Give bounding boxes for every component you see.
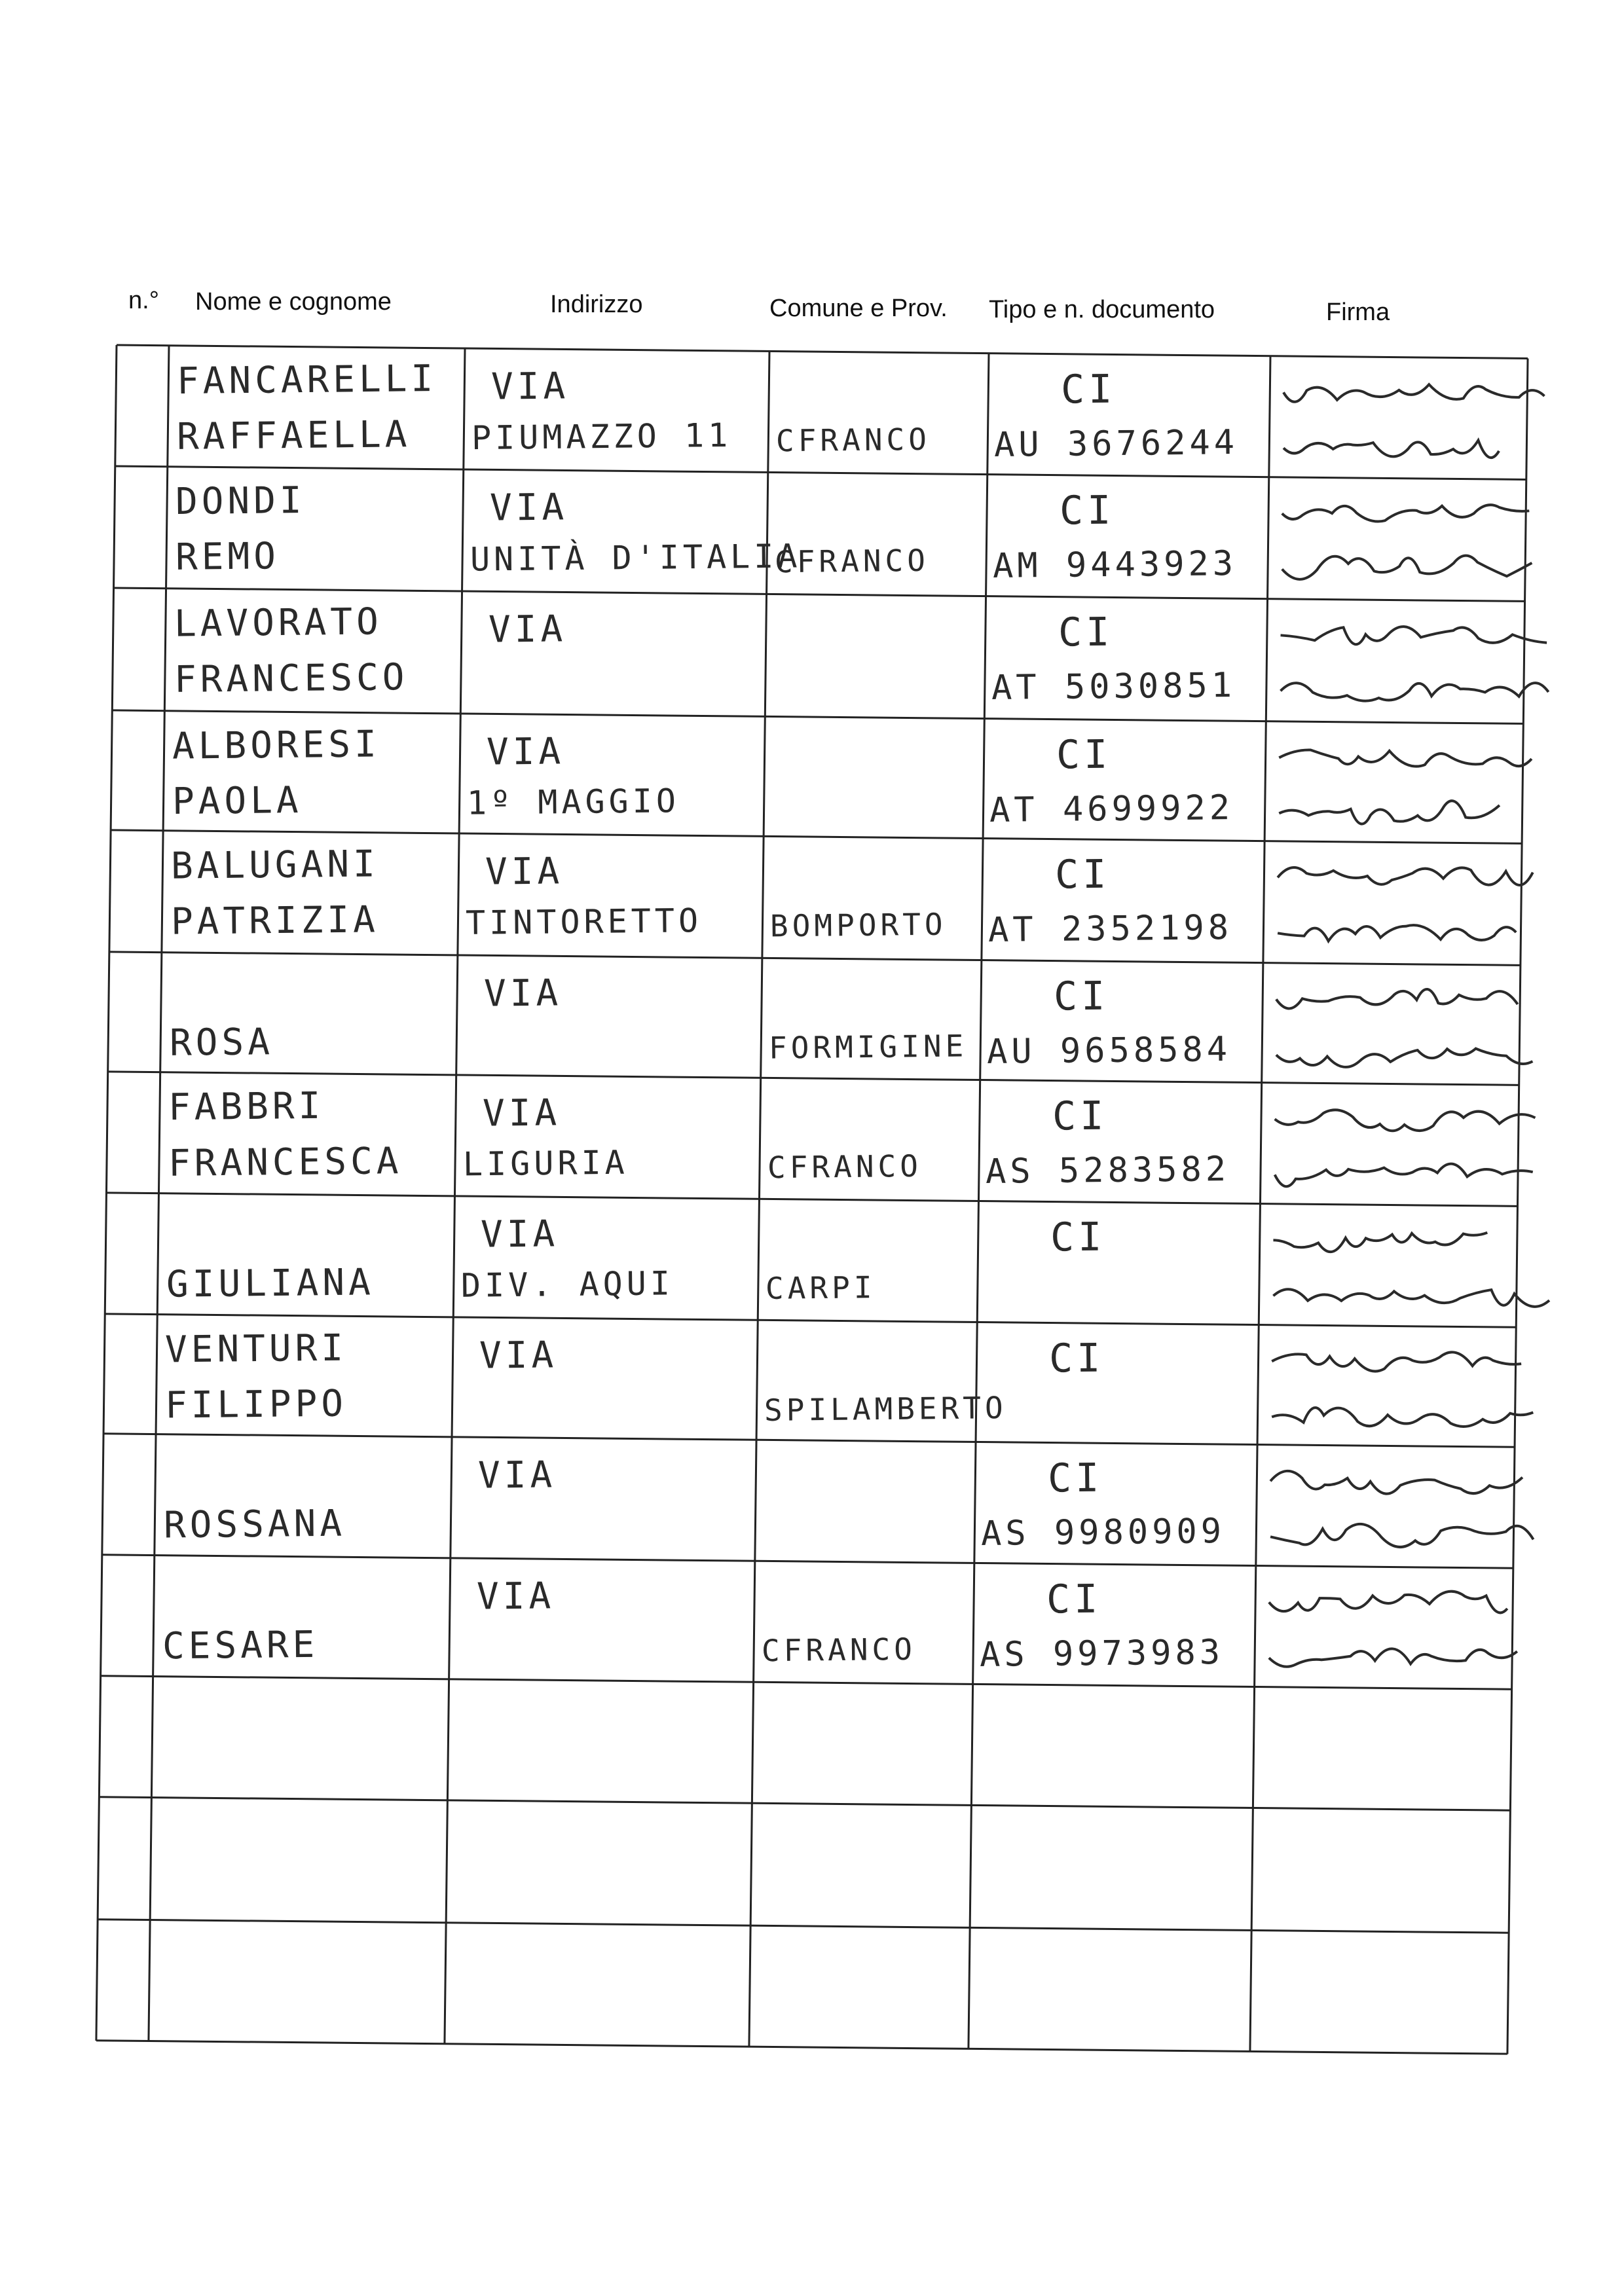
cell-town: CFRANCO bbox=[761, 1631, 916, 1668]
handwritten-signature bbox=[1281, 683, 1549, 701]
cell-street-type: VIA bbox=[488, 607, 567, 651]
cell-doc-number: AT 2352198 bbox=[987, 908, 1233, 950]
header-address: Indirizzo bbox=[550, 291, 643, 318]
cell-first-name: FRANCESCO bbox=[174, 656, 409, 702]
handwritten-signature bbox=[1272, 1352, 1521, 1371]
cell-surname: FANCARELLI bbox=[176, 357, 437, 403]
cell-street-type: VIA bbox=[482, 1091, 561, 1135]
handwritten-signature bbox=[1278, 925, 1516, 941]
cell-street: TINTORETTO bbox=[465, 901, 703, 942]
handwritten-signature bbox=[1273, 1289, 1549, 1307]
cell-town: SPILAMBERTO bbox=[764, 1389, 1008, 1428]
handwritten-signature bbox=[1275, 1110, 1536, 1131]
header-municipality: Comune e Prov. bbox=[769, 295, 948, 322]
cell-surname: FABBRI bbox=[168, 1084, 325, 1129]
cell-doc-type: CI bbox=[1053, 973, 1109, 1020]
handwritten-signature bbox=[1270, 1524, 1534, 1547]
cell-doc-number: AT 5030851 bbox=[991, 666, 1236, 708]
cell-street-type: VIA bbox=[489, 485, 568, 530]
cell-town: FORMIGINE bbox=[768, 1028, 968, 1066]
cell-first-name: PAOLA bbox=[172, 779, 303, 824]
cell-street: UNITÀ D'ITALIA bbox=[470, 536, 802, 579]
handwritten-signature bbox=[1272, 1408, 1533, 1427]
cell-doc-number: AS 5283582 bbox=[985, 1150, 1230, 1192]
cell-street-type: VIA bbox=[483, 971, 563, 1015]
cell-street-type: VIA bbox=[485, 849, 564, 894]
cell-doc-number: AU 9658584 bbox=[986, 1030, 1232, 1072]
handwritten-signature bbox=[1281, 627, 1547, 644]
handwritten-signature bbox=[1279, 801, 1500, 824]
header-number: n.° bbox=[128, 287, 159, 314]
cell-doc-number: AU 3676244 bbox=[993, 423, 1239, 465]
cell-doc-type: CI bbox=[1050, 1214, 1107, 1261]
cell-street-type: VIA bbox=[490, 364, 570, 409]
cell-doc-type: CI bbox=[1054, 851, 1111, 898]
cell-doc-number: AS 9980909 bbox=[980, 1512, 1226, 1554]
handwritten-signature bbox=[1269, 1649, 1517, 1666]
cell-first-name: ROSSANA bbox=[163, 1502, 346, 1547]
cell-town: CFRANCO bbox=[775, 421, 931, 458]
cell-doc-type: CI bbox=[1059, 487, 1115, 534]
cell-doc-type: CI bbox=[1056, 731, 1112, 778]
handwritten-signature bbox=[1278, 867, 1533, 885]
cell-first-name: ROSA bbox=[169, 1021, 274, 1065]
cell-first-name: FILIPPO bbox=[164, 1382, 348, 1427]
cell-street-type: VIA bbox=[476, 1574, 555, 1618]
cell-surname: LAVORATO bbox=[174, 600, 382, 646]
handwritten-signature bbox=[1283, 384, 1544, 402]
handwritten-signature bbox=[1273, 1233, 1487, 1252]
cell-street-type: VIA bbox=[479, 1333, 558, 1377]
cell-first-name: PATRIZIA bbox=[170, 898, 380, 943]
cell-doc-type: CI bbox=[1047, 1455, 1103, 1502]
handwritten-signature bbox=[1283, 440, 1499, 458]
cell-first-name: REMO bbox=[175, 535, 280, 579]
handwritten-signature bbox=[1269, 1592, 1507, 1613]
cell-first-name: CESARE bbox=[162, 1623, 319, 1668]
handwritten-signature bbox=[1275, 1164, 1533, 1187]
handwritten-signature bbox=[1276, 989, 1518, 1008]
cell-street-type: VIA bbox=[481, 1212, 559, 1256]
cell-doc-type: CI bbox=[1052, 1093, 1108, 1140]
cell-doc-type: CI bbox=[1060, 366, 1116, 413]
cell-street-type: VIA bbox=[486, 729, 565, 774]
header-signature: Firma bbox=[1326, 299, 1390, 326]
cell-doc-number: AS 9973983 bbox=[979, 1633, 1225, 1675]
cell-first-name: RAFFAELLA bbox=[176, 413, 411, 459]
cell-doc-type: CI bbox=[1048, 1335, 1105, 1382]
cell-street: PIUMAZZO 11 bbox=[471, 416, 732, 457]
header-name: Nome e cognome bbox=[195, 288, 392, 316]
cell-street-type: VIA bbox=[477, 1453, 557, 1497]
cell-street: 1º MAGGIO bbox=[467, 781, 680, 822]
cell-surname: ALBORESI bbox=[172, 723, 381, 768]
cell-town: CARPI bbox=[766, 1269, 877, 1306]
cell-doc-number: AM 9443923 bbox=[992, 544, 1238, 586]
cell-town: CFRANCO bbox=[767, 1148, 922, 1185]
cell-first-name: GIULIANA bbox=[166, 1261, 375, 1306]
cell-doc-type: CI bbox=[1058, 609, 1114, 656]
header-document: Tipo e n. documento bbox=[989, 296, 1215, 323]
handwritten-signature bbox=[1282, 505, 1530, 521]
cell-doc-number: AT 4699922 bbox=[989, 788, 1234, 830]
cell-town: CFRANCO bbox=[774, 542, 929, 579]
cell-surname: DONDI bbox=[175, 479, 306, 524]
handwritten-signature bbox=[1282, 556, 1532, 579]
handwritten-signature bbox=[1276, 1049, 1533, 1067]
handwritten-signature bbox=[1270, 1471, 1522, 1494]
cell-street: DIV. AQUI bbox=[461, 1264, 674, 1305]
cell-surname: BALUGANI bbox=[170, 843, 380, 888]
handwritten-signature bbox=[1279, 750, 1532, 766]
cell-street: LIGURIA bbox=[462, 1143, 629, 1183]
cell-surname: VENTURI bbox=[164, 1326, 348, 1372]
cell-first-name: FRANCESCA bbox=[168, 1140, 403, 1186]
cell-doc-type: CI bbox=[1046, 1576, 1102, 1623]
cell-town: BOMPORTO bbox=[769, 906, 947, 944]
